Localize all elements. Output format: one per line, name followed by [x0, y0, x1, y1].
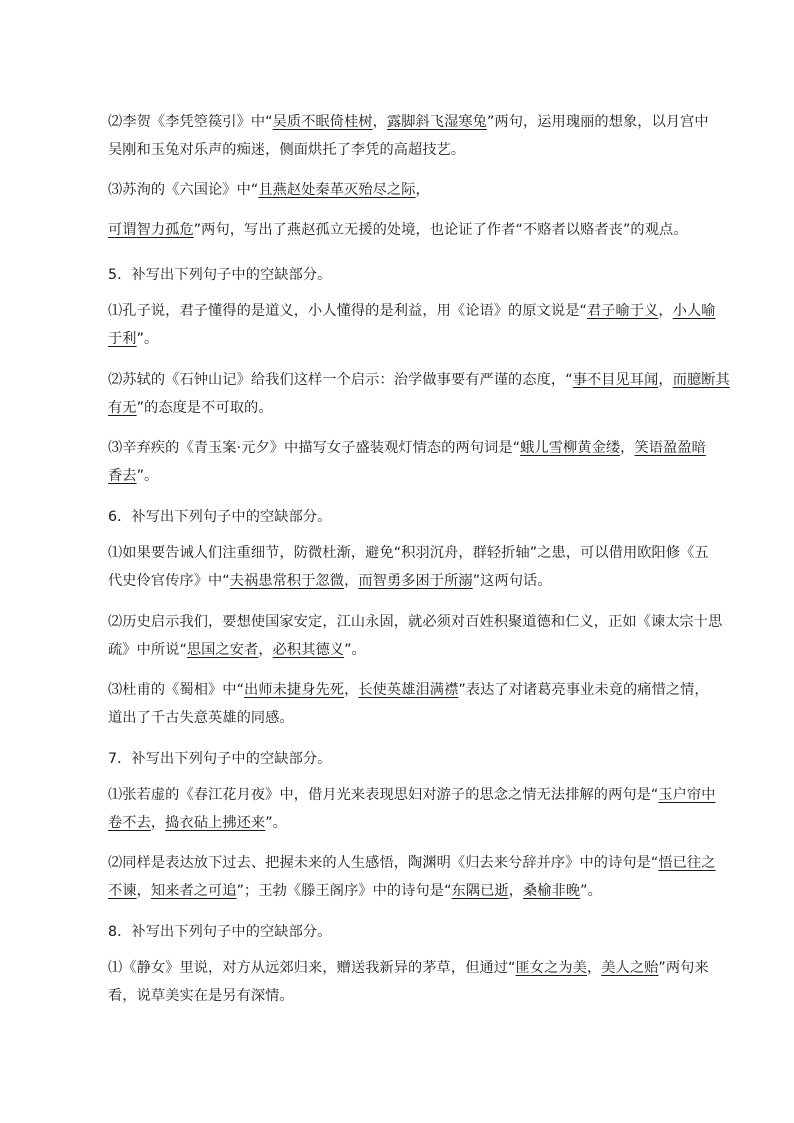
answer-underlined-text: 事不目见耳闻	[572, 372, 659, 388]
answer-underlined-text: 知来者之可追	[150, 883, 237, 899]
text-line	[108, 507, 331, 527]
answer-underlined-text: 捣衣砧上拂还来	[165, 815, 266, 831]
text-segment: ，	[620, 440, 635, 456]
text-segment: ，	[344, 682, 359, 698]
text-line	[108, 571, 552, 591]
text-line	[108, 708, 294, 728]
text-segment: 吴刚和玉兔对乐声的痴迷，侧面烘托了李凭的高超技艺。	[108, 142, 466, 158]
text-line	[108, 112, 709, 132]
text-segment: ⑵历史启示我们，要想使国家安定，江山永固，就必须对百姓积聚道德和仁义，正如《谏太宗十思	[108, 614, 723, 630]
text-segment: ”这两句话。	[472, 573, 552, 589]
text-line	[108, 398, 273, 418]
text-line	[108, 543, 709, 563]
text-line	[108, 853, 716, 873]
text-segment: 道出了千古失意英雄的同感。	[108, 710, 294, 726]
text-segment: ，	[150, 815, 166, 831]
answer-underlined-text: 可谓智力孤危	[108, 222, 194, 238]
answer-underlined-text: 出师未捷身先死	[244, 682, 345, 698]
answer-underlined-text: 桑榆非晚	[523, 883, 581, 899]
text-segment: ⑵李贺《李凭箜篌引》中“	[108, 114, 273, 130]
text-line	[108, 265, 331, 285]
text-line	[108, 785, 716, 805]
text-segment: ，	[658, 372, 673, 388]
answer-underlined-text: 东隅已逝	[451, 883, 509, 899]
text-line	[108, 813, 287, 833]
text-line	[108, 922, 331, 942]
answer-underlined-text: 蛾儿雪柳黄金缕	[520, 440, 621, 456]
text-segment: ⑴张若虚的《春江花月夜》中，借月光来表现思妇对游子的思念之情无法排解的两句是“	[108, 787, 659, 803]
text-segment: ，	[658, 303, 673, 319]
text-segment: ”两句，运用瑰丽的想象，以月宫中	[486, 114, 709, 130]
text-segment: ，	[372, 114, 387, 130]
text-line	[108, 301, 716, 321]
answer-underlined-text: 君子喻于义	[586, 303, 659, 319]
answer-underlined-text: 美人之贻	[601, 960, 659, 976]
text-segment: ⑶杜甫的《蜀相》中“	[108, 682, 245, 698]
text-segment: 8．补写出下列句子中的空缺部分。	[108, 924, 332, 940]
text-segment: ⑴《静女》里说，对方从远郊归来，赠送我新异的茅草，但通过“	[108, 960, 516, 976]
answer-underlined-text: 卷不去	[108, 815, 151, 831]
text-segment: ⑵同样是表达放下过去、把握未来的人生感悟，陶渊明《归去来兮辞并序》中的诗句是“	[108, 855, 659, 871]
text-segment: ”。	[136, 331, 159, 347]
text-line	[108, 958, 709, 978]
text-segment: ”。	[265, 815, 287, 831]
answer-underlined-text: 玉户帘中	[658, 787, 716, 803]
text-segment: 代史伶官传序》中“	[108, 573, 230, 589]
text-segment: 6．补写出下列句子中的空缺部分。	[108, 509, 332, 525]
answer-underlined-text: 思国之安者	[186, 642, 259, 658]
answer-underlined-text: 而智勇多困于所溺	[358, 573, 473, 589]
text-segment: ”。	[344, 642, 366, 658]
answer-underlined-text: 有无	[108, 400, 137, 416]
text-segment: ⑵苏轼的《石钟山记》给我们这样一个启示：治学做事要有严谨的态度，“	[108, 372, 573, 388]
text-line	[108, 986, 294, 1006]
answer-underlined-text: 且燕赵处秦革灭殆尽之际	[258, 182, 416, 198]
text-segment: ⑴如果要告诫人们注重细节，防微杜渐，避免“积羽沉舟，群轻折轴”之患，可以借用欧阳修《五	[108, 545, 709, 561]
answer-underlined-text: 匪女之为美	[515, 960, 587, 976]
answer-underlined-text: 而臆断其	[672, 372, 730, 388]
answer-underlined-text: 于利	[108, 331, 137, 347]
text-segment: ⑶辛弃疾的《青玉案·元夕》中描写女子盛装观灯情态的两句词是“	[108, 440, 521, 456]
text-segment: 看，说草美实在是另有深情。	[108, 988, 294, 1004]
text-segment: ，	[344, 573, 359, 589]
text-line	[108, 180, 430, 200]
text-segment: ”；王勃《滕王阁序》中的诗句是“	[236, 883, 452, 899]
text-segment: 疏》中所说“	[108, 642, 187, 658]
text-line	[108, 680, 709, 700]
text-line	[108, 370, 730, 390]
text-line	[108, 438, 706, 458]
text-segment: ，	[136, 883, 151, 899]
answer-underlined-text: 露脚斜飞湿寒兔	[386, 114, 487, 130]
text-segment: ”。	[580, 883, 602, 899]
answer-underlined-text: 长使英雄泪满襟	[358, 682, 459, 698]
text-segment: ⑶苏洵的《六国论》中“	[108, 182, 259, 198]
answer-underlined-text: 悟已往之	[658, 855, 716, 871]
text-segment: ，	[258, 642, 273, 658]
text-line	[108, 466, 158, 486]
text-segment: ”两句，写出了燕赵孤立无援的处境，也论证了作者“不赂者以赂者丧”的观点。	[193, 222, 688, 238]
text-segment: ”的态度是不可取的。	[136, 400, 273, 416]
text-segment: ”表达了对诸葛亮事业未竟的痛惜之情，	[458, 682, 709, 698]
text-line	[108, 220, 688, 240]
text-line	[108, 881, 602, 901]
text-line	[108, 612, 722, 632]
answer-underlined-text: 夫祸患常积于忽微	[229, 573, 345, 589]
answer-underlined-text: 香去	[108, 468, 137, 484]
text-segment: ”。	[136, 468, 159, 484]
text-line	[108, 640, 366, 660]
answer-underlined-text: 笑语盈盈暗	[634, 440, 706, 456]
text-segment: ，	[586, 960, 602, 976]
text-segment: 5．补写出下列句子中的空缺部分。	[108, 267, 332, 283]
text-segment: ，	[508, 883, 523, 899]
answer-underlined-text: 不谏	[108, 883, 137, 899]
text-segment: ”两句来	[658, 960, 709, 976]
text-segment: ，	[415, 182, 430, 198]
text-line	[108, 749, 331, 769]
text-line	[108, 329, 158, 349]
answer-underlined-text: 必积其德义	[272, 642, 345, 658]
answer-underlined-text: 小人喻	[672, 303, 716, 319]
answer-underlined-text: 吴质不眠倚桂树	[272, 114, 373, 130]
text-segment: ⑴孔子说，君子懂得的是道义，小人懂得的是利益，用《论语》的原文说是“	[108, 303, 587, 319]
text-line	[108, 140, 465, 160]
text-segment: 7．补写出下列句子中的空缺部分。	[108, 751, 332, 767]
